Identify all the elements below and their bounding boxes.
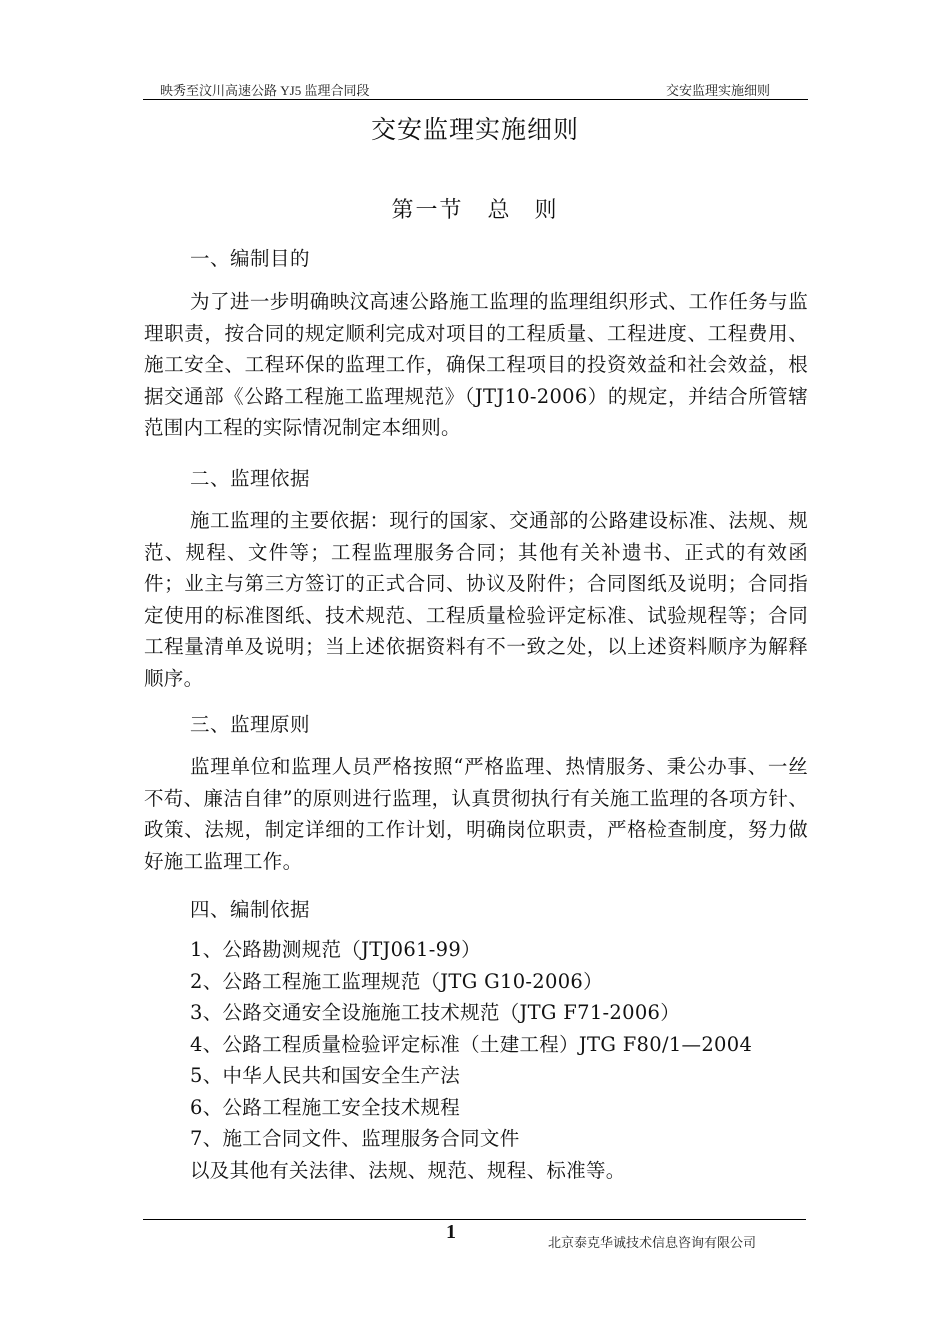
list-item: 7、施工合同文件、监理服务合同文件 (190, 1127, 520, 1150)
heading-references: 四、编制依据 (190, 898, 311, 921)
list-item: 2、公路工程施工监理规范（JTG G10-2006） (190, 969, 603, 993)
list-item: 1、公路勘测规范（JTJ061-99） (190, 938, 481, 961)
document-title: 交安监理实施细则 (370, 115, 579, 144)
section-title: 第一节 总 则 (391, 198, 559, 223)
paragraph-purpose: 为了进一步明确映汶高速公路施工监理的监理组织形式、工作任务与监理职责，按合同的规定顺利完成对项目的工程质量、工程进度、工程费用、施工安全、工程环保的监理工作，确保工程项目的投资效益和社会效益，根据交通部《公路工程施工监理规范》（JTJ10-2006）的规定，并结合所管辖范围内工程的实际情况制定本细则。 (144, 290, 808, 439)
reference-list (190, 934, 810, 1186)
page-number: 1 (446, 1221, 456, 1243)
list-item: 5、中华人民共和国安全生产法 (190, 1064, 461, 1087)
footer-divider (143, 1219, 806, 1220)
header-project-name: 映秀至汶川高速公路 YJ5 监理合同段 (160, 83, 370, 98)
list-item: 4、公路工程质量检验评定标准（土建工程）JTG F80/1—2004 (190, 1032, 753, 1056)
list-item: 3、公路交通安全设施施工技术规范（JTG F71-2006） (190, 1001, 681, 1024)
heading-principles: 三、监理原则 (190, 713, 311, 736)
footer-company: 北京泰克华诚技术信息咨询有限公司 (548, 1235, 757, 1250)
heading-purpose: 一、编制目的 (190, 247, 311, 270)
page-header (143, 79, 808, 100)
paragraph-principles: 监理单位和监理人员严格按照“严格监理、热情服务、秉公办事、一丝不苟、廉洁自律”的原则进行监理，认真贯彻执行有关施工监理的各项方针、政策、法规，制定详细的工作计划，明确岗位职责，严格检查制度，努力做好施工监理工作。 (144, 755, 808, 873)
list-item: 以及其他有关法律、法规、规范、规程、标准等。 (190, 1158, 626, 1182)
list-item: 6、公路工程施工安全技术规程 (190, 1095, 461, 1119)
header-doc-name: 交安监理实施细则 (665, 83, 770, 98)
heading-basis: 二、监理依据 (190, 467, 311, 490)
paragraph-basis: 施工监理的主要依据：现行的国家、交通部的公路建设标准、法规、规范、规程、文件等；工程监理服务合同；其他有关补遗书、正式的有效函件；业主与第三方签订的正式合同、协议及附件；合同图纸及说明；合同指定使用的标准图纸、技术规范、工程质量检验评定标准、试验规程等；合同工程量清单及说明；当上述依据资料有不一致之处，以上述资料顺序为解释顺序。 (144, 509, 808, 690)
